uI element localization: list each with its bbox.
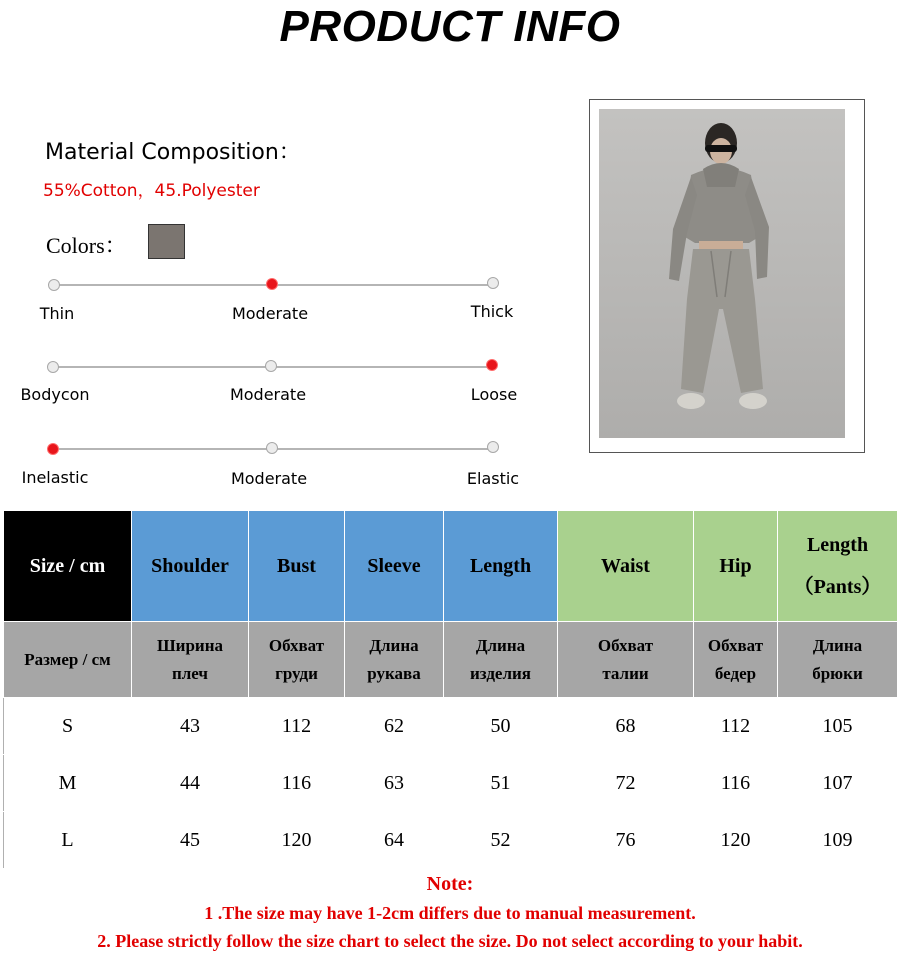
header-sleeve: Sleeve [345, 511, 444, 622]
material-value: 55%Cotton，45.Polyester [43, 181, 260, 201]
scale-label-elastic: Elastic [466, 469, 520, 488]
cell-bust: 112 [249, 698, 345, 755]
product-photo-frame [589, 99, 865, 453]
model-illustration [599, 109, 845, 438]
cell-waist: 72 [558, 755, 694, 812]
cell-shoulder: 44 [132, 755, 249, 812]
cell-sleeve: 64 [345, 812, 444, 869]
header-ru-length: Длина изделия [444, 622, 558, 698]
scale-label-thick: Thick [470, 302, 514, 321]
note-line-1: 1 .The size may have 1-2cm differs due to manual measurement. [204, 903, 696, 923]
scale-label-moderate: Moderate [230, 469, 308, 488]
cell-size: M [4, 755, 132, 812]
header-row-english [4, 511, 898, 622]
cell-pants-length: 105 [778, 698, 898, 755]
scale-label-moderate: Moderate [231, 304, 309, 323]
table-row [4, 812, 898, 869]
header-ru-shoulder: Ширина плеч [132, 622, 249, 698]
scale-label-moderate: Moderate [229, 385, 307, 404]
header-size: Size / cm [4, 511, 132, 622]
cell-waist: 68 [558, 698, 694, 755]
scale-dot-thick [487, 277, 499, 289]
table-row [4, 755, 898, 812]
cell-bust: 120 [249, 812, 345, 869]
header-ru-sleeve: Длина рукава [345, 622, 444, 698]
table-row [4, 698, 898, 755]
header-length: Length [444, 511, 558, 622]
cell-hip: 112 [694, 698, 778, 755]
page-title: PRODUCT INFO [279, 2, 621, 51]
cell-shoulder: 43 [132, 698, 249, 755]
header-bust: Bust [249, 511, 345, 622]
header-pants-length: Length （Pants） [778, 511, 898, 622]
cell-sleeve: 62 [345, 698, 444, 755]
header-ru-size: Размер / см [4, 622, 132, 698]
scale-dot-moderate [266, 278, 278, 290]
header-ru-hip: Обхват бедер [694, 622, 778, 698]
cell-size: L [4, 812, 132, 869]
scale-label-inelastic: Inelastic [21, 468, 89, 487]
scale-label-bodycon: Bodycon [20, 385, 90, 404]
scale-dot-bodycon [47, 361, 59, 373]
scale-dot-moderate [265, 360, 277, 372]
product-photo[interactable] [599, 109, 845, 438]
scale-dot-inelastic [47, 443, 59, 455]
scale-label-loose: Loose [470, 385, 518, 404]
scale-label-thin: Thin [39, 304, 75, 323]
colors-label: Colors： [46, 233, 127, 258]
cell-pants-length: 107 [778, 755, 898, 812]
header-ru-pants-length: Длина брюки [778, 622, 898, 698]
cell-length: 51 [444, 755, 558, 812]
scale-dot-moderate [266, 442, 278, 454]
cell-bust: 116 [249, 755, 345, 812]
cell-waist: 76 [558, 812, 694, 869]
cell-length: 52 [444, 812, 558, 869]
header-ru-waist: Обхват талии [558, 622, 694, 698]
header-waist: Waist [558, 511, 694, 622]
cell-size: S [4, 698, 132, 755]
cell-shoulder: 45 [132, 812, 249, 869]
cell-sleeve: 63 [345, 755, 444, 812]
header-shoulder: Shoulder [132, 511, 249, 622]
note-line-2: 2. Please strictly follow the size chart to select the size. Do not select according to your habit. [97, 931, 803, 951]
color-swatch[interactable] [148, 224, 185, 259]
scale-dot-elastic [487, 441, 499, 453]
cell-length: 50 [444, 698, 558, 755]
scale-dot-thin [48, 279, 60, 291]
header-ru-bust: Обхват груди [249, 622, 345, 698]
cell-hip: 120 [694, 812, 778, 869]
scale-dot-loose [486, 359, 498, 371]
header-row-russian [4, 622, 898, 698]
size-chart-table [3, 510, 898, 869]
cell-pants-length: 109 [778, 812, 898, 869]
material-label: Material Composition： [45, 140, 301, 165]
cell-hip: 116 [694, 755, 778, 812]
note-heading: Note: [426, 873, 474, 895]
header-hip: Hip [694, 511, 778, 622]
